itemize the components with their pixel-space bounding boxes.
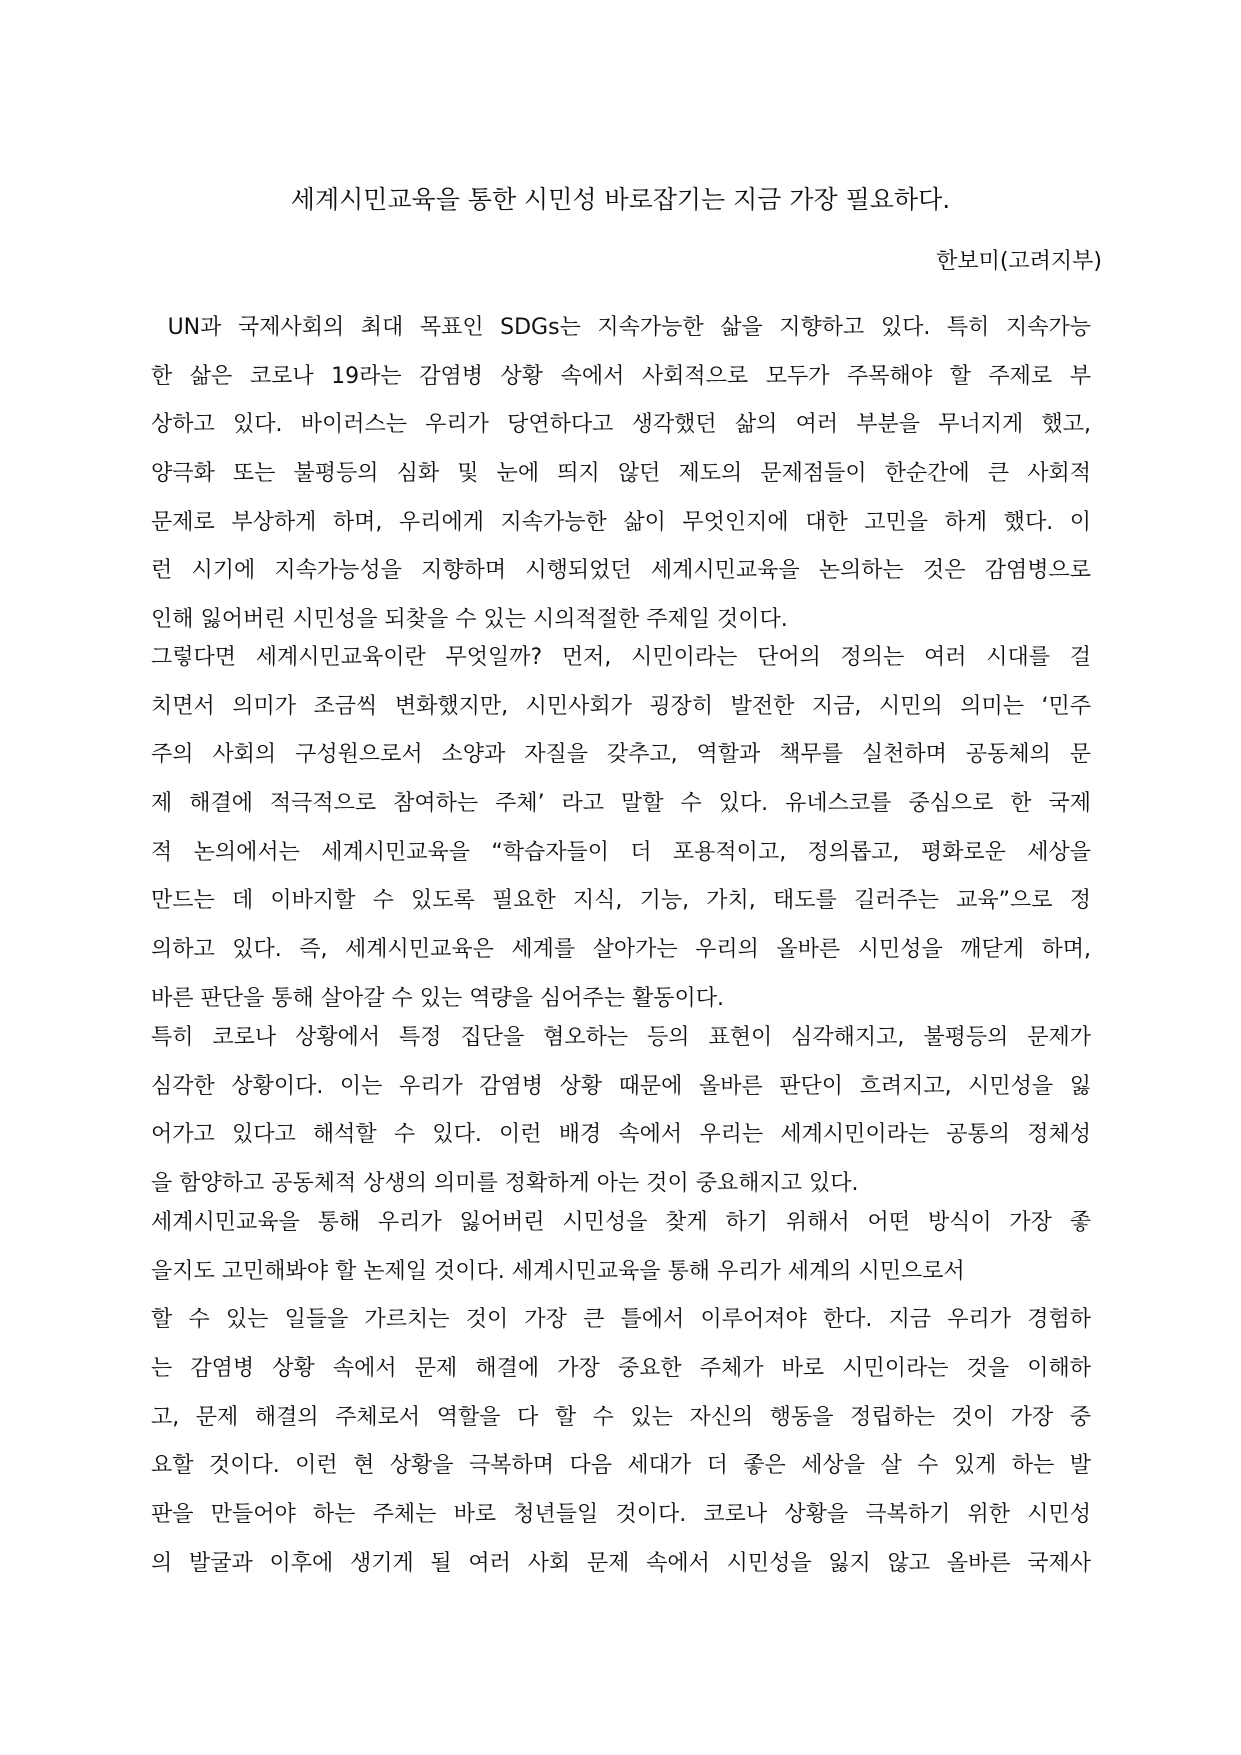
paragraph-4: [151, 1199, 1091, 1589]
text-line: 의하고 있다. 즉, 세계시민교육은 세계를 살아가는 우리의 올바른 시민성을 깨닫게 하며,: [151, 937, 1091, 963]
text-line: 의 발굴과 이후에 생기게 될 여러 사회 문제 속에서 시민성을 잃지 않고 올바른 국제사: [151, 1550, 1091, 1576]
text-line: 한 삶은 코로나 19라는 감염병 상황 속에서 사회적으로 모두가 주목해야 할 주제로 부: [151, 363, 1091, 389]
paragraph-1: [151, 304, 1091, 645]
text-line: 상하고 있다. 바이러스는 우리가 당연하다고 생각했던 삶의 여러 부분을 무너지게 했고,: [151, 412, 1091, 438]
text-line: 바른 판단을 통해 살아갈 수 있는 역량을 심어주는 활동이다.: [151, 985, 724, 1011]
text-line: 요할 것이다. 이런 현 상황을 극복하며 다음 세대가 더 좋은 세상을 살 수 있게 하는 발: [151, 1453, 1091, 1479]
text-line: 을 함양하고 공동체적 상생의 의미를 정확하게 아는 것이 중요해지고 있다.: [151, 1171, 859, 1197]
text-line: 런 시기에 지속가능성을 지향하며 시행되었던 세계시민교육을 논의하는 것은 감염병으로: [151, 558, 1091, 584]
text-line: 제 해결에 적극적으로 참여하는 주체’ 라고 말할 수 있다. 유네스코를 중심으로 한 국제: [151, 791, 1091, 817]
text-line: 치면서 의미가 조금씩 변화했지만, 시민사회가 굉장히 발전한 지금, 시민의 의미는 ‘민주: [151, 693, 1091, 719]
paragraph-2: [151, 634, 1091, 1024]
text-line: 고, 문제 해결의 주체로서 역할을 다 할 수 있는 자신의 행동을 정립하는 것이 가장 중: [151, 1404, 1091, 1430]
author-byline: 한보미(고려지부): [936, 249, 1102, 274]
text-line: 양극화 또는 불평등의 심화 및 눈에 띄지 않던 제도의 문제점들이 한순간에 큰 사회적: [151, 461, 1091, 487]
text-line: 주의 사회의 구성원으로서 소양과 자질을 갖추고, 역할과 책무를 실천하며 공동체의 문: [151, 742, 1091, 768]
text-line: 문제로 부상하게 하며, 우리에게 지속가능한 삶이 무엇인지에 대한 고민을 하게 했다. 이: [151, 509, 1091, 535]
text-line: UN과 국제사회의 최대 목표인 SDGs는 지속가능한 삶을 지향하고 있다. 특히 지속가능: [151, 315, 1091, 340]
document-title: 세계시민교육을 통한 시민성 바로잡기는 지금 가장 필요하다.: [290, 185, 951, 214]
text-line: 인해 잃어버린 시민성을 되찾을 수 있는 시의적절한 주제일 것이다.: [151, 607, 788, 633]
text-line: 세계시민교육을 통해 우리가 잃어버린 시민성을 찾게 하기 위해서 어떤 방식이 가장 좋: [151, 1210, 1091, 1235]
text-line: 어가고 있다고 해석할 수 있다. 이런 배경 속에서 우리는 세계시민이라는 공통의 정체성: [151, 1122, 1091, 1148]
text-line: 만드는 데 이바지할 수 있도록 필요한 지식, 기능, 가치, 태도를 길러주는 교육”으로 정: [151, 888, 1091, 914]
text-line: 특히 코로나 상황에서 특정 집단을 혐오하는 등의 표현이 심각해지고, 불평등의 문제가: [151, 1025, 1091, 1050]
text-line: 는 감염병 상황 속에서 문제 해결에 가장 중요한 주체가 바로 시민이라는 것을 이해하: [151, 1356, 1091, 1382]
text-line: 그렇다면 세계시민교육이란 무엇일까? 먼저, 시민이라는 단어의 정의는 여러 시대를 걸: [151, 645, 1091, 670]
text-line: 판을 만들어야 하는 주체는 바로 청년들일 것이다. 코로나 상황을 극복하기 위한 시민성: [151, 1502, 1091, 1528]
text-line: 적 논의에서는 세계시민교육을 “학습자들이 더 포용적이고, 정의롭고, 평화로운 세상을: [151, 839, 1091, 865]
text-line: 할 수 있는 일들을 가르치는 것이 가장 큰 틀에서 이루어져야 한다. 지금 우리가 경험하: [151, 1307, 1091, 1333]
text-line: 심각한 상황이다. 이는 우리가 감염병 상황 때문에 올바른 판단이 흐려지고, 시민성을 잃: [151, 1073, 1091, 1099]
paragraph-3: [151, 1014, 1091, 1209]
text-line: 을지도 고민해봐야 할 논제일 것이다. 세계시민교육을 통해 우리가 세계의 시민으로서: [151, 1258, 965, 1284]
